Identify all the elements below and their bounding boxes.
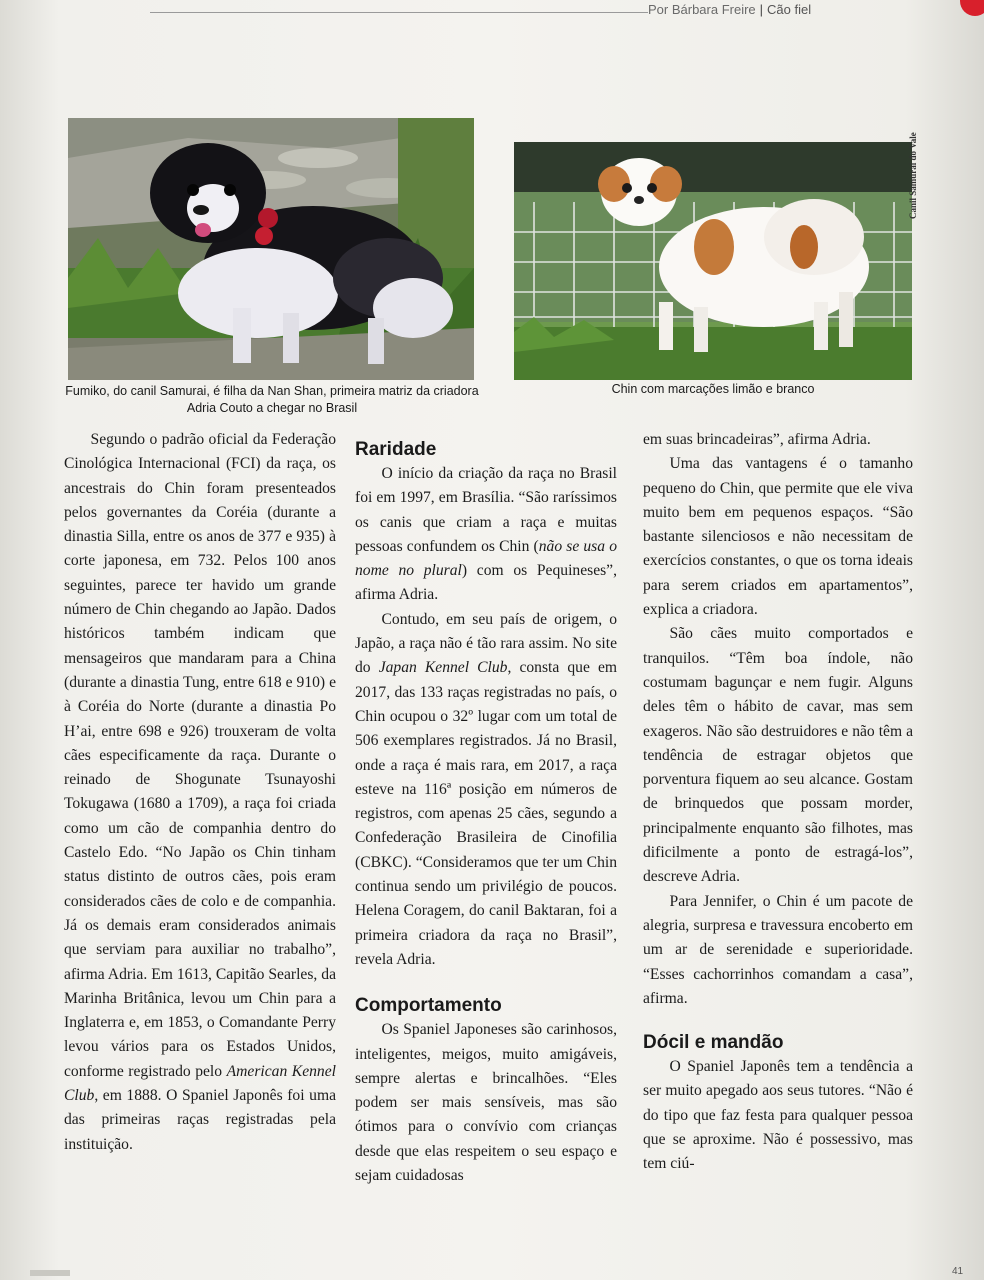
header-rule — [150, 12, 648, 13]
paragraph-text: Segundo o padrão oficial da Federação Cinológica Internacional (FCI) da raça, os ancestrais do Chin foram presenteados pelos governantes da Coréia (durante a dinastia Silla, entre os anos de 377 e 935) à corte japonesa, em 732. Pelos 100 anos seguintes, parece ter havido um grande número de Chin chegando ao Japão. Dados históricos também indicam que mensageiros que mandaram para a China (durante a dinastia Tung, entre 618 e 910) e à Coréia do Norte (durante a dinastia Po H’ai, entre 698 e 926) trouxeram de volta cães especificamente da raça. Durante o reinado de Shogunate Tsunayoshi Tokugawa (1680 a 1709), a raça foi criada como um cão de companhia dentro do Castelo Edo. “No Japão os Chin tinham status distinto de outros cães, pois eram considerados cães de colo e de companhia. Já os demais eram considerados animais que serviam para auxiliar no trabalho”, afirma Adria. Em 1613, Capitão Searles, da Marinha Britânica, levou um Chin para a Inglaterra e, em 1853, o Comandante Perry levou vários para os Estados Unidos, conforme registrado pelo — [64, 431, 336, 1080]
photo-caption-right: Chin com marcações limão e branco — [611, 382, 815, 396]
section-badge-icon — [960, 0, 984, 16]
paragraph-raridade-1 — [355, 462, 617, 608]
article-column-3 — [643, 428, 913, 1177]
paragraph-tamanho: Uma das vantagens é o tamanho pequeno do Chin, que permite que ele viva muito bem em pequenos espaços. “São bastante silenciosos e não necessitam de exercícios constantes, o que os torna ideais para serem criados em apartamentos”, explica a criadora. — [643, 455, 913, 619]
dog-photo-black-white-icon — [68, 118, 474, 380]
italic-reference: Japan Kennel Club — [378, 659, 508, 677]
paragraph-text: ) com os Pequineses”, afirma Adria. — [355, 562, 617, 604]
paragraph-raridade-2 — [355, 608, 617, 972]
section-title: Cão fiel — [767, 2, 812, 17]
header-credit — [648, 2, 811, 17]
italic-reference: American Kennel Club — [64, 1062, 336, 1105]
dog-photo-lemon-white-icon — [514, 142, 912, 380]
heading-docil-e-mandao: Dócil e mandão — [643, 1032, 784, 1054]
paragraph-docil: O Spaniel Japonês tem a tendência a ser muito apegado aos seus tutores. “Não é do tipo que faz festa para qualquer pessoa que se aproxime. Não é possessivo, mas tem ciú- — [643, 1058, 913, 1173]
article-column-1 — [64, 428, 336, 1157]
paragraph-text: Contudo, em seu país de origem, o Japão, a raça não é tão rara assim. No site do — [355, 610, 617, 677]
page-number: 41 — [952, 1266, 964, 1277]
italic-note: não se usa o nome no plural — [355, 537, 617, 580]
photo-caption-left: Fumiko, do canil Samurai, é filha da Nan Shan, primeira matriz da criadora Adria Couto a chegar no Brasil — [65, 384, 479, 415]
photo-credit: Canil Samurai do Vale — [908, 132, 918, 220]
paragraph-text: O início da criação da raça no Brasil foi em 1997, em Brasília. “São raríssimos os canis que criam a raça e muitas pessoas confundem os Chin ( — [355, 465, 617, 555]
heading-raridade: Raridade — [355, 439, 437, 460]
dog-photo-black-white — [68, 118, 474, 380]
paragraph-text: , em 1888. O Spaniel Japonês foi uma das primeiras raças registradas pela instituição. — [64, 1087, 336, 1153]
header-separator: | — [759, 2, 764, 17]
footer-mark — [30, 1270, 70, 1276]
article-column-2 — [355, 438, 617, 1188]
paragraph-continuation: em suas brincadeiras”, afirma Adria. — [643, 431, 871, 448]
paragraph-text: , consta que em 2017, das 133 raças registradas no país, o Chin ocupou o 32º lugar com um total de 506 exemplares registrados. Já no Brasil, onde a raça é mais rara, em 2017, a raça esteve na 116ª posição em números de registros, com apenas 25 cães, segundo a Confederação Brasileira de Cinofilia (CBKC). “Consideramos que ter um Chin continua sendo um privilégio de poucos. Helena Coragem, do canil Baktaran, foi a primeira criadora da raça no Brasil”, revela Adria. — [355, 659, 618, 968]
paragraph-jennifer: Para Jennifer, o Chin é um pacote de alegria, surpresa e travessura encoberto em um ar de serenidade e superioridade. “Esses cachorrinhos comandam a casa”, afirma. — [643, 892, 913, 1007]
paragraph-history — [64, 428, 336, 1157]
paragraph-comportamento: Os Spaniel Japoneses são carinhosos, inteligentes, meigos, muito amigáveis, sempre alertas e brincalhões. “Eles podem ser mais sensíveis, mas são ótimos para o convívio com crianças desde que elas respeitem o seu espaço e sejam cuidadosas — [355, 1021, 617, 1185]
paragraph-comportados: São cães muito comportados e tranquilos. “Têm boa índole, não costumam bagunçar e nem fugir. Alguns deles têm o hábito de cavar, mas sem exageros. Não são destruidores e não têm a tendência de estragar objetos que porventura fiquem ao seu alcance. Gostam de brinquedos que possam morder, principalmente enquanto são filhotes, mas dificilmente a ponto de estragá-los”, descreve Adria. — [643, 625, 913, 886]
dog-photo-lemon-white — [514, 142, 912, 380]
heading-comportamento: Comportamento — [355, 995, 502, 1017]
author-byline: Por Bárbara Freire — [648, 2, 756, 17]
